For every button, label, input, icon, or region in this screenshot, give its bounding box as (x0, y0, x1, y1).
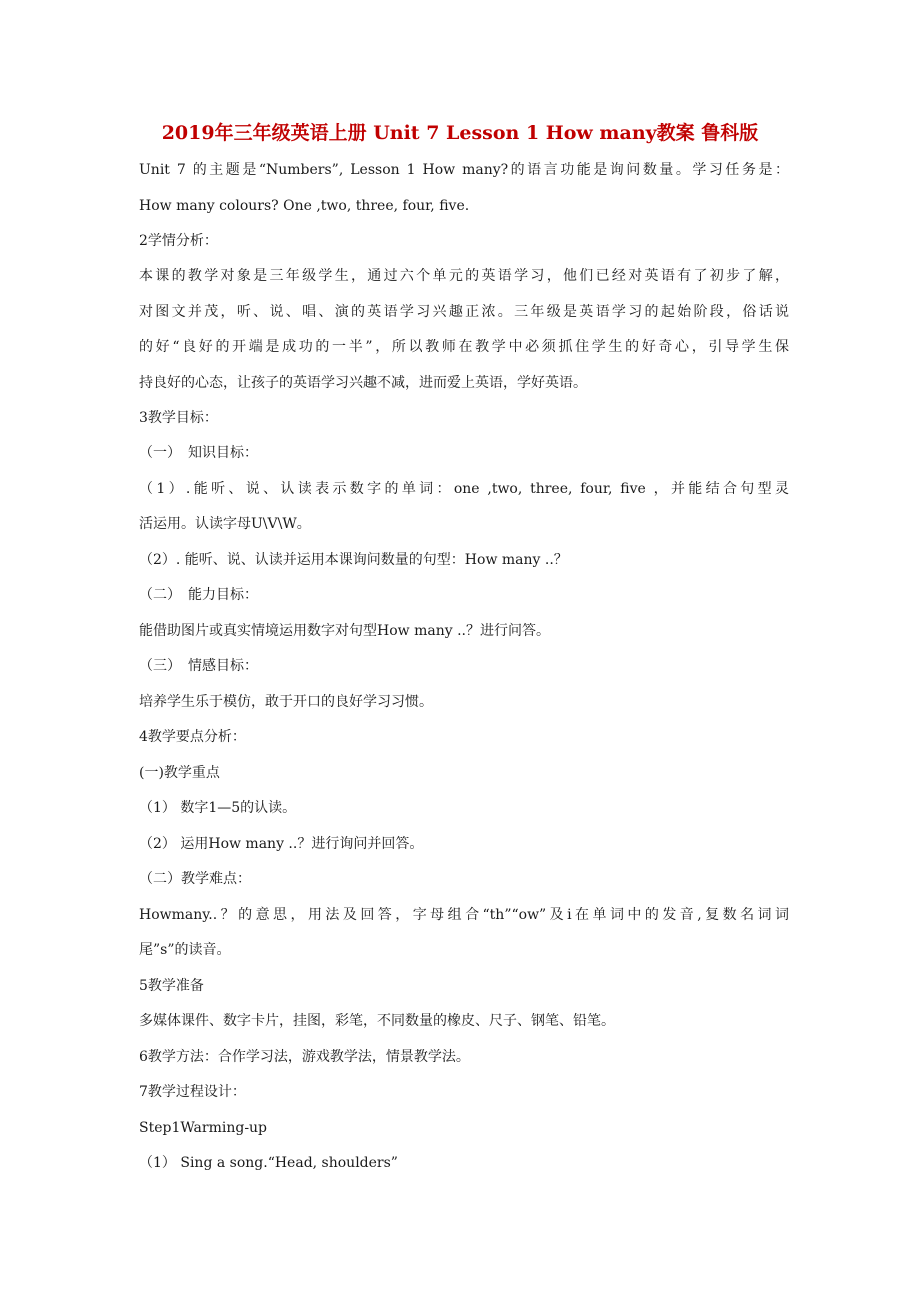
subsection-heading: （二） 能力目标： (139, 587, 258, 603)
subsection-heading: (一)教学重点 (139, 765, 220, 781)
section-heading: 4教学要点分析： (139, 729, 246, 745)
subsection-heading: （一） 知识目标： (139, 445, 258, 461)
list-item: （2）. 能听、说、认读并运用本课询问数量的句型：How many ..？ (139, 552, 568, 568)
section-heading: 6教学方法：合作学习法，游戏教学法，情景教学法。 (139, 1049, 470, 1065)
paragraph-line: 本课的教学对象是三年级学生，通过六个单元的英语学习，他们已经对英语有了初步了解， (139, 268, 789, 284)
paragraph-line: 对图文并茂，听、说、唱、演的英语学习兴趣正浓。三年级是英语学习的起始阶段，俗话说 (139, 304, 789, 320)
paragraph-line: 培养学生乐于模仿，敢于开口的良好学习习惯。 (139, 694, 433, 710)
paragraph-line: 持良好的心态，让孩子的英语学习兴趣不减，进而爱上英语，学好英语。 (139, 375, 587, 391)
subsection-heading: （三） 情感目标： (139, 658, 258, 674)
paragraph-line: 的好“良好的开端是成功的一半”，所以教师在教学中必须抓住学生的好奇心，引导学生保 (139, 339, 789, 355)
list-item: （1） Sing a song.“Head, shoulders” (139, 1155, 398, 1171)
section-heading: 7教学过程设计： (139, 1084, 246, 1100)
document-title: 2019年三年级英语上册 Unit 7 Lesson 1 How many教案 鲁科版 (161, 122, 759, 144)
paragraph-line: Howmany..？的意思，用法及回答，字母组合“th”“ow”及i在单词中的发音,复数名词词 (139, 907, 789, 923)
paragraph-line: 能借助图片或真实情境运用数字对句型How many ..？进行问答。 (139, 623, 550, 639)
paragraph-line: 多媒体课件、数字卡片，挂图，彩笔，不同数量的橡皮、尺子、钢笔、铅笔。 (139, 1013, 615, 1029)
subsection-heading: （二）教学难点： (139, 871, 251, 887)
section-heading: 3教学目标： (139, 410, 218, 426)
section-heading: 2学情分析： (139, 233, 218, 249)
paragraph-line: 尾”s”的读音。 (139, 942, 231, 958)
section-heading: 5教学准备 (139, 978, 204, 994)
list-item: （1） 数字1—5的认读。 (139, 800, 297, 816)
list-item: （2） 运用How many ..？进行询问并回答。 (139, 836, 424, 852)
step-heading: Step1Warming-up (139, 1120, 268, 1136)
list-item: 活运用。认读字母U\V\W。 (139, 516, 311, 532)
list-item: （1）.能听、说、认读表示数字的单词：one ,two, three, four, five ，并能结合句型灵 (139, 481, 789, 497)
paragraph-line: Unit 7 的主题是“Numbers”, Lesson 1 How many?的语言功能是询问数量。学习任务是： (139, 162, 789, 178)
paragraph-line: How many colours? One ,two, three, four, five. (139, 198, 470, 214)
